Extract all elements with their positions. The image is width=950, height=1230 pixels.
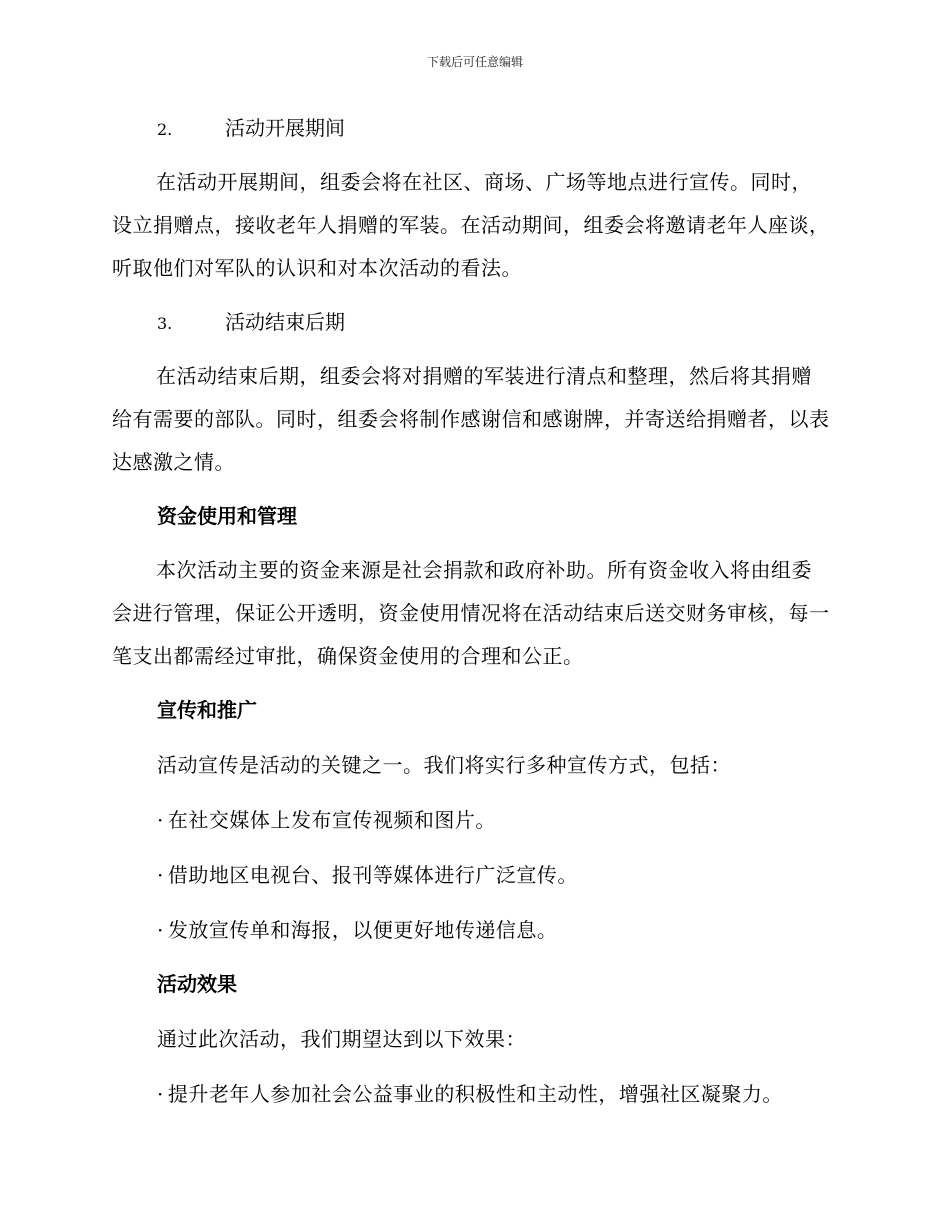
page-header: 下载后可任意编辑 [426,55,523,69]
list-item [157,1082,783,1106]
list-item [157,863,578,887]
promo-intro: 活动宣传是活动的关键之一。我们将实行多种宣传方式，包括： [157,753,731,777]
list-item [157,918,557,942]
paragraph-funds: 本次活动主要的资金来源是社会捐款和政府补助。所有资金收入将由组委会进行管理，保证公开透明，资金使用情况将在活动结束后送交财务审核，每一笔支出都需经过审批，确保资金使用的合理和公正。 [112,558,830,668]
section-heading-funds: 资金使用和管理 [157,504,297,528]
list-item-title: 活动结束后期 [225,310,345,334]
list-item-2 [157,116,345,142]
list-item-title: 活动开展期间 [225,116,345,140]
list-item-number: 3. [157,314,173,333]
bullet-symbol: · [157,1082,164,1106]
paragraph-after: 在活动结束后期，组委会将对捐赠的军装进行清点和整理，然后将其捐赠给有需要的部队。同时，组委会将制作感谢信和感谢牌，并寄送给捐赠者，以表达感激之情。 [112,364,830,474]
bullet-symbol: · [157,918,164,942]
bullet-symbol: · [157,863,164,887]
effect-intro: 通过此次活动，我们期望达到以下效果： [157,1027,526,1051]
section-heading-effect: 活动效果 [157,972,237,996]
list-item-3 [157,310,345,336]
paragraph-during: 在活动开展期间，组委会将在社区、商场、广场等地点进行宣传。同时，设立捐赠点，接收老年人捐赠的军装。在活动期间，组委会将邀请老年人座谈，听取他们对军队的认识和对本次活动的看法。 [112,170,830,280]
section-heading-promo: 宣传和推广 [157,698,257,722]
bullet-text: 提升老年人参加社会公益事业的积极性和主动性，增强社区凝聚力。 [167,1082,783,1106]
list-item-number: 2. [157,120,173,139]
bullet-text: 在社交媒体上发布宣传视频和图片。 [167,808,496,832]
bullet-text: 发放宣传单和海报，以便更好地传递信息。 [167,918,558,942]
list-item [157,808,496,832]
bullet-symbol: · [157,808,164,832]
bullet-text: 借助地区电视台、报刊等媒体进行广泛宣传。 [167,863,578,887]
